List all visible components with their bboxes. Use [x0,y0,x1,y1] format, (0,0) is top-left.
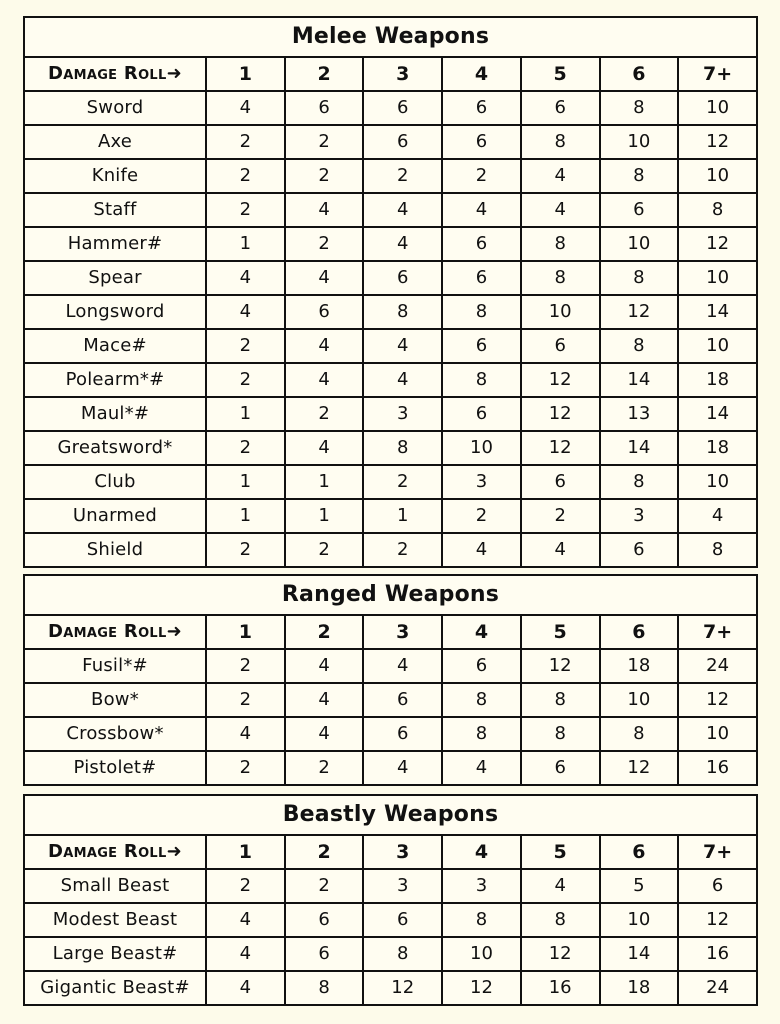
damage-value: 2 [285,869,364,903]
damage-value: 12 [521,363,600,397]
damage-value: 6 [442,649,521,683]
damage-value: 8 [600,329,679,363]
weapon-name: Sword [24,91,206,125]
weapon-name: Shield [24,533,206,567]
damage-value: 18 [600,971,679,1005]
damage-value: 10 [678,159,757,193]
damage-value: 10 [442,937,521,971]
damage-value: 8 [521,903,600,937]
damage-value: 10 [678,261,757,295]
column-header: 5 [521,57,600,91]
damage-value: 24 [678,971,757,1005]
damage-value: 10 [678,91,757,125]
table-row [24,159,757,193]
table-row [24,869,757,903]
table-row [24,261,757,295]
damage-value: 8 [521,717,600,751]
damage-value: 6 [363,91,442,125]
column-header: 1 [206,615,285,649]
damage-value: 4 [678,499,757,533]
damage-value: 12 [442,971,521,1005]
damage-value: 4 [206,971,285,1005]
damage-value: 8 [678,193,757,227]
damage-value: 6 [285,937,364,971]
damage-value: 2 [206,193,285,227]
weapon-name: Small Beast [24,869,206,903]
damage-value: 4 [285,193,364,227]
damage-value: 4 [206,717,285,751]
weapon-name: Pistolet# [24,751,206,785]
damage-value: 12 [600,751,679,785]
column-header: 7+ [678,57,757,91]
table-row [24,193,757,227]
table-title: Ranged Weapons [24,575,757,615]
damage-value: 4 [206,903,285,937]
damage-value: 2 [363,465,442,499]
damage-value: 6 [442,227,521,261]
damage-value: 10 [600,903,679,937]
damage-roll-header: Damage Roll➜ [24,835,206,869]
damage-value: 1 [363,499,442,533]
weapon-name: Hammer# [24,227,206,261]
damage-value: 2 [206,869,285,903]
weapon-name: Maul*# [24,397,206,431]
damage-value: 4 [206,261,285,295]
damage-value: 5 [600,869,679,903]
damage-value: 10 [521,295,600,329]
damage-value: 8 [363,295,442,329]
column-header: 3 [363,835,442,869]
damage-value: 2 [285,227,364,261]
weapon-name: Club [24,465,206,499]
beastly-weapons-table [23,794,758,1006]
damage-value: 14 [678,295,757,329]
damage-value: 2 [363,533,442,567]
damage-value: 6 [285,903,364,937]
damage-value: 18 [678,363,757,397]
damage-value: 3 [363,397,442,431]
damage-value: 6 [521,329,600,363]
damage-value: 4 [521,193,600,227]
damage-value: 3 [442,869,521,903]
damage-value: 3 [442,465,521,499]
damage-value: 6 [285,295,364,329]
damage-value: 10 [678,717,757,751]
damage-value: 12 [521,397,600,431]
header-row [24,57,757,91]
damage-value: 4 [521,533,600,567]
header-row [24,615,757,649]
weapon-name: Spear [24,261,206,295]
damage-value: 12 [678,903,757,937]
damage-value: 4 [285,363,364,397]
damage-value: 14 [600,431,679,465]
damage-value: 16 [521,971,600,1005]
column-header: 7+ [678,615,757,649]
column-header: 6 [600,835,679,869]
column-header: 5 [521,835,600,869]
damage-value: 12 [678,125,757,159]
damage-value: 10 [678,465,757,499]
damage-value: 24 [678,649,757,683]
damage-value: 8 [678,533,757,567]
damage-value: 18 [678,431,757,465]
damage-value: 1 [285,499,364,533]
damage-value: 8 [442,295,521,329]
damage-value: 1 [206,227,285,261]
column-header: 3 [363,615,442,649]
damage-value: 4 [363,193,442,227]
column-header: 4 [442,57,521,91]
table-row [24,295,757,329]
damage-value: 14 [678,397,757,431]
damage-value: 8 [285,971,364,1005]
damage-value: 8 [521,227,600,261]
damage-value: 4 [363,649,442,683]
table-row [24,227,757,261]
table-title: Melee Weapons [24,17,757,57]
table-row [24,363,757,397]
damage-value: 2 [206,329,285,363]
weapon-name: Knife [24,159,206,193]
damage-value: 2 [206,533,285,567]
table-row [24,329,757,363]
damage-value: 6 [521,91,600,125]
damage-value: 6 [442,397,521,431]
column-header: 1 [206,57,285,91]
damage-value: 2 [285,125,364,159]
damage-value: 4 [363,751,442,785]
column-header: 6 [600,615,679,649]
weapon-name: Staff [24,193,206,227]
damage-value: 8 [521,683,600,717]
damage-value: 4 [521,159,600,193]
damage-value: 2 [363,159,442,193]
damage-value: 6 [363,261,442,295]
weapon-name: Crossbow* [24,717,206,751]
weapon-name: Polearm*# [24,363,206,397]
column-header: 2 [285,615,364,649]
weapon-name: Large Beast# [24,937,206,971]
damage-value: 4 [442,193,521,227]
damage-value: 12 [678,683,757,717]
column-header: 1 [206,835,285,869]
damage-value: 4 [285,329,364,363]
damage-value: 2 [206,363,285,397]
damage-value: 6 [363,903,442,937]
column-header: 4 [442,615,521,649]
damage-value: 16 [678,751,757,785]
damage-value: 4 [285,717,364,751]
damage-value: 2 [206,683,285,717]
damage-value: 10 [600,125,679,159]
table-row [24,971,757,1005]
damage-value: 12 [363,971,442,1005]
damage-value: 6 [363,683,442,717]
damage-value: 2 [442,499,521,533]
damage-value: 2 [206,125,285,159]
weapon-name: Fusil*# [24,649,206,683]
damage-value: 4 [285,649,364,683]
damage-value: 6 [600,533,679,567]
damage-value: 3 [600,499,679,533]
table-row [24,937,757,971]
damage-value: 6 [363,125,442,159]
damage-value: 4 [363,363,442,397]
damage-value: 6 [600,193,679,227]
table-row [24,683,757,717]
melee-weapons-table [23,16,758,568]
column-header: 2 [285,835,364,869]
damage-value: 4 [363,329,442,363]
damage-value: 4 [206,937,285,971]
damage-value: 2 [285,533,364,567]
damage-value: 4 [442,533,521,567]
column-header: 3 [363,57,442,91]
damage-value: 4 [285,683,364,717]
damage-value: 2 [206,159,285,193]
weapon-name: Gigantic Beast# [24,971,206,1005]
damage-value: 6 [442,125,521,159]
damage-value: 6 [363,717,442,751]
damage-value: 1 [206,397,285,431]
damage-value: 10 [600,227,679,261]
damage-value: 12 [521,649,600,683]
weapon-name: Axe [24,125,206,159]
table-row [24,533,757,567]
damage-value: 4 [442,751,521,785]
damage-value: 13 [600,397,679,431]
damage-value: 4 [206,295,285,329]
damage-value: 4 [363,227,442,261]
weapon-name: Bow* [24,683,206,717]
column-header: 6 [600,57,679,91]
damage-value: 2 [285,751,364,785]
damage-value: 4 [285,431,364,465]
damage-value: 10 [600,683,679,717]
damage-value: 18 [600,649,679,683]
damage-value: 6 [521,465,600,499]
damage-value: 4 [285,261,364,295]
table-row [24,91,757,125]
damage-value: 6 [285,91,364,125]
damage-value: 10 [442,431,521,465]
damage-value: 12 [521,431,600,465]
damage-value: 14 [600,363,679,397]
damage-value: 8 [600,717,679,751]
table-row [24,431,757,465]
table-row [24,717,757,751]
weapon-name: Modest Beast [24,903,206,937]
damage-value: 6 [442,261,521,295]
damage-value: 8 [442,363,521,397]
damage-value: 2 [521,499,600,533]
damage-value: 6 [521,751,600,785]
table-row [24,465,757,499]
column-header: 2 [285,57,364,91]
table-row [24,397,757,431]
damage-value: 8 [363,937,442,971]
damage-value: 4 [521,869,600,903]
damage-value: 2 [442,159,521,193]
damage-value: 10 [678,329,757,363]
table-row [24,649,757,683]
damage-value: 12 [600,295,679,329]
column-header: 5 [521,615,600,649]
damage-value: 1 [285,465,364,499]
damage-value: 6 [442,91,521,125]
damage-value: 8 [442,717,521,751]
damage-value: 2 [206,649,285,683]
table-row [24,499,757,533]
damage-value: 14 [600,937,679,971]
weapon-name: Longsword [24,295,206,329]
weapon-name: Mace# [24,329,206,363]
damage-value: 16 [678,937,757,971]
damage-value: 12 [678,227,757,261]
damage-value: 8 [521,125,600,159]
header-row [24,835,757,869]
table-row [24,903,757,937]
damage-roll-header: Damage Roll➜ [24,57,206,91]
damage-value: 1 [206,465,285,499]
damage-value: 8 [600,465,679,499]
damage-value: 8 [442,903,521,937]
table-title: Beastly Weapons [24,795,757,835]
ranged-weapons-table [23,574,758,786]
damage-value: 6 [442,329,521,363]
damage-value: 2 [285,159,364,193]
weapon-name: Greatsword* [24,431,206,465]
damage-value: 8 [600,159,679,193]
column-header: 4 [442,835,521,869]
damage-value: 8 [600,91,679,125]
damage-value: 8 [600,261,679,295]
column-header: 7+ [678,835,757,869]
damage-value: 1 [206,499,285,533]
damage-value: 8 [442,683,521,717]
damage-value: 12 [521,937,600,971]
damage-value: 4 [206,91,285,125]
weapon-name: Unarmed [24,499,206,533]
damage-value: 8 [363,431,442,465]
damage-value: 2 [206,751,285,785]
damage-roll-header: Damage Roll➜ [24,615,206,649]
damage-value: 2 [285,397,364,431]
table-row [24,125,757,159]
table-row [24,751,757,785]
damage-value: 3 [363,869,442,903]
damage-value: 2 [206,431,285,465]
damage-value: 8 [521,261,600,295]
damage-value: 6 [678,869,757,903]
